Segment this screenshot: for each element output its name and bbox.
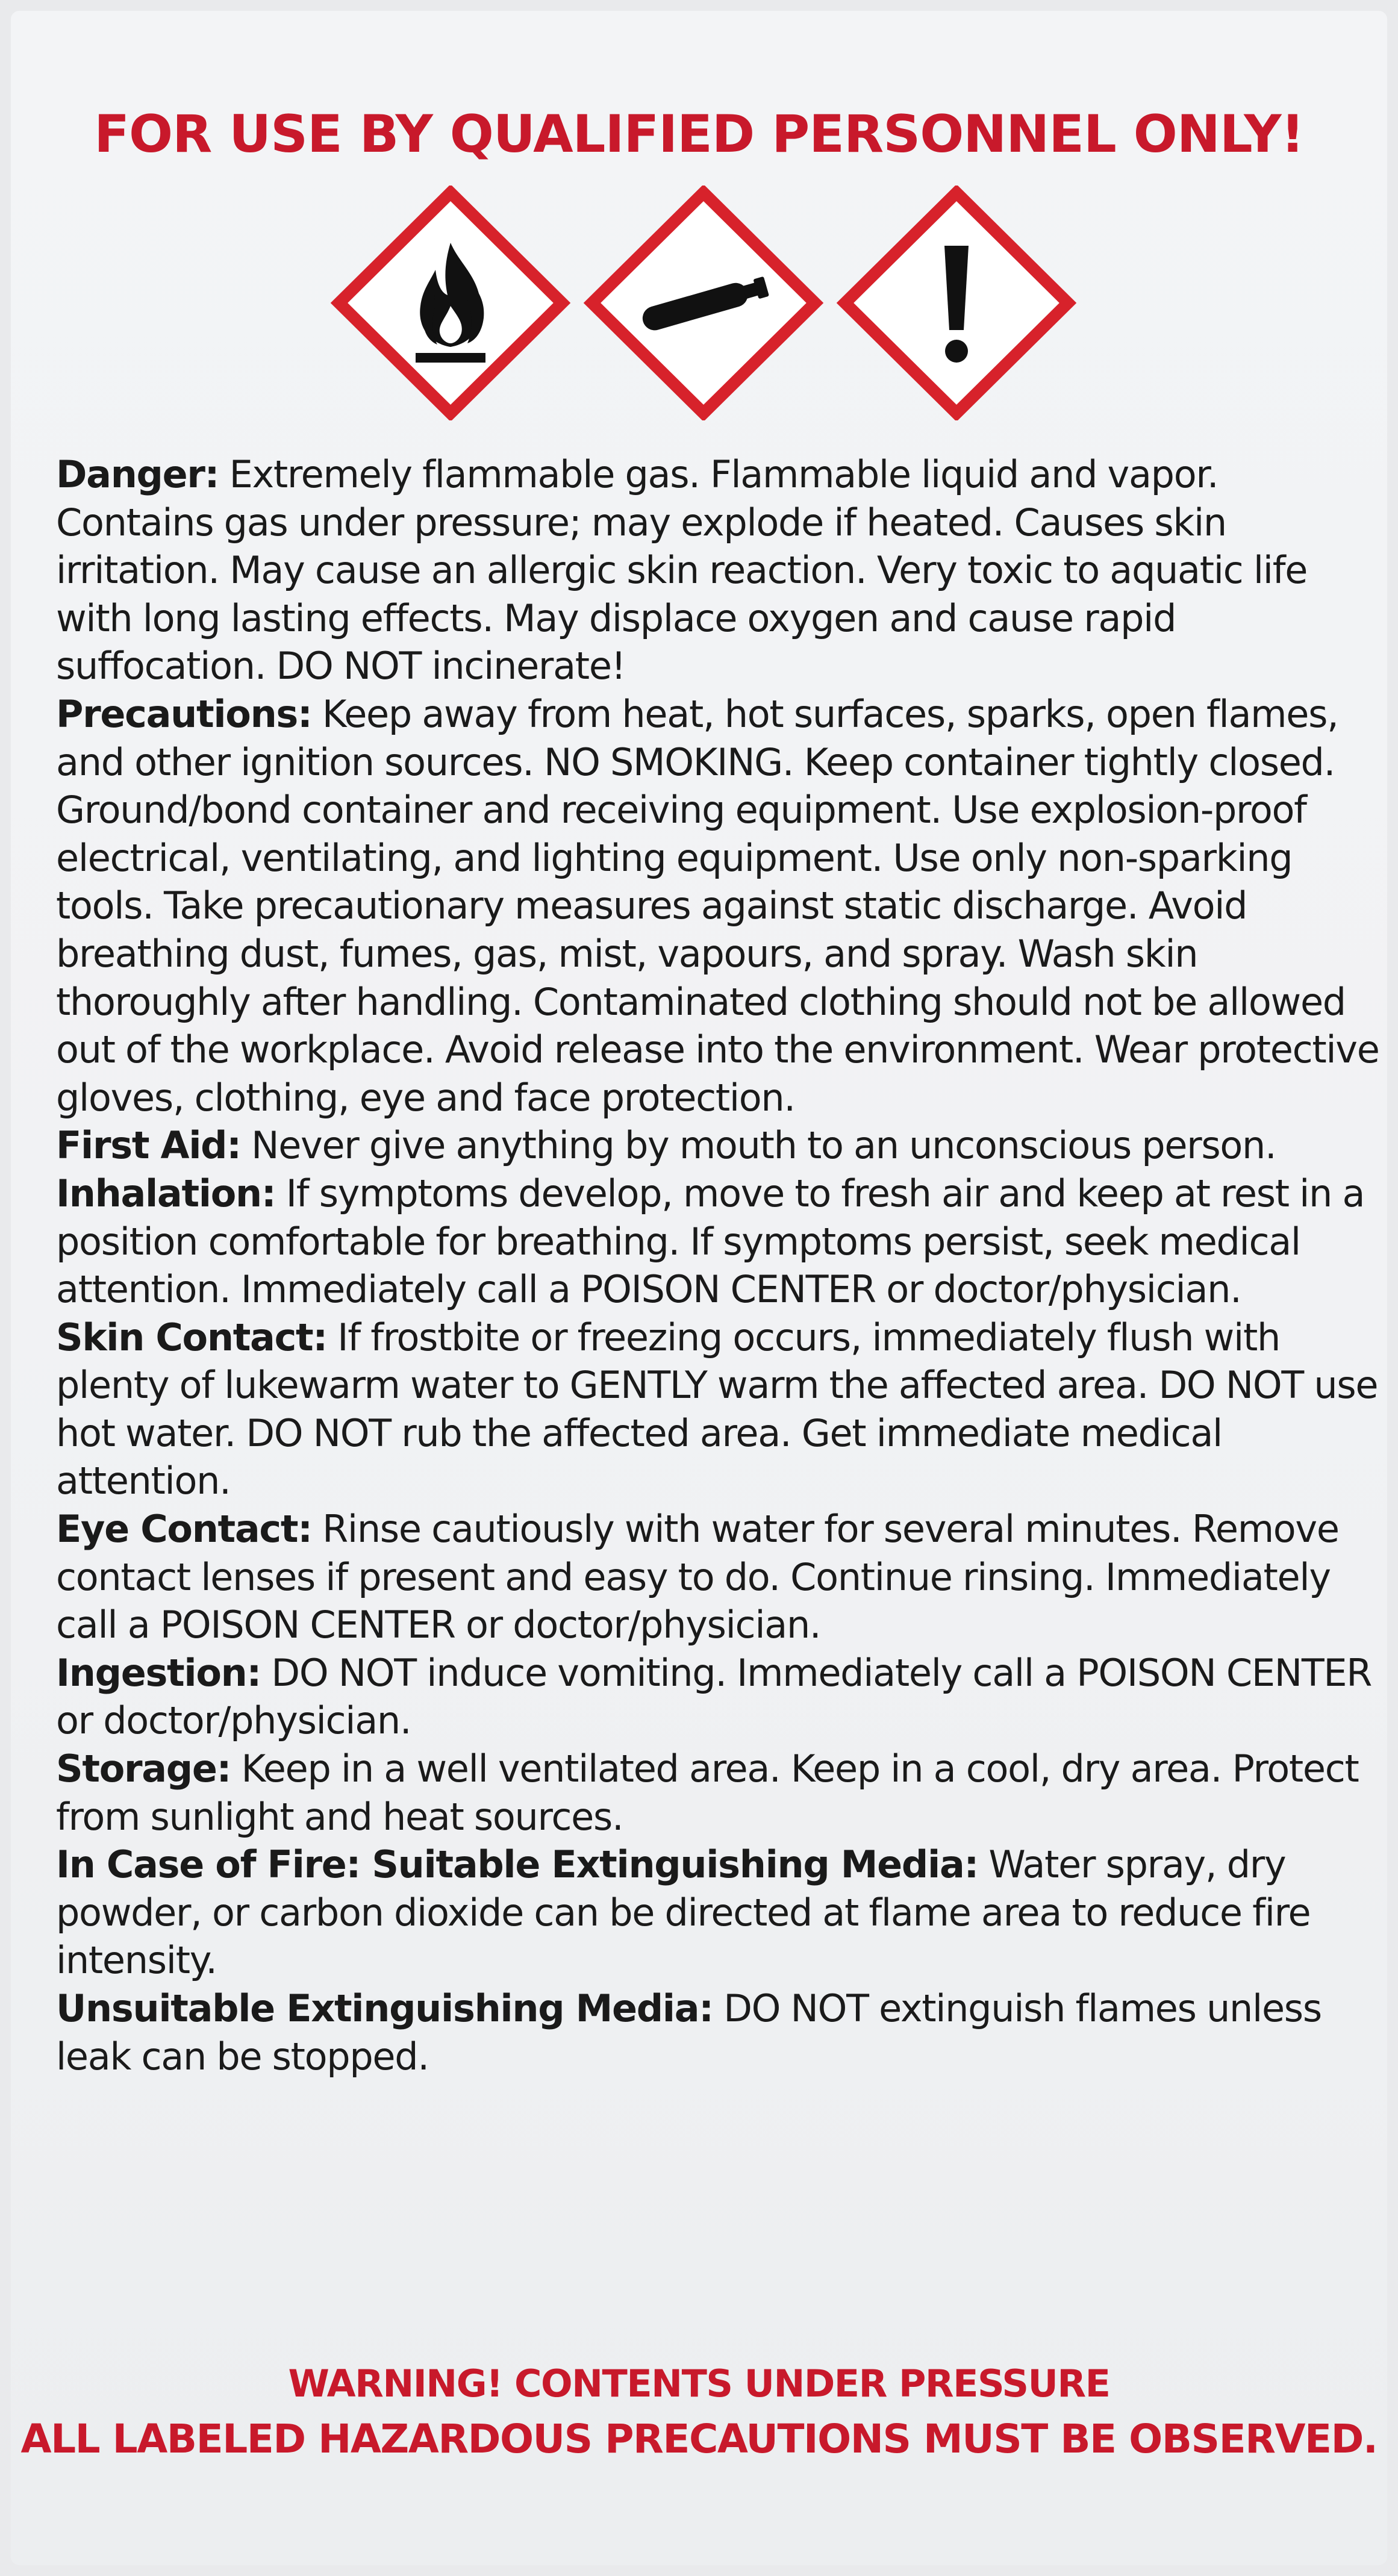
unsuitable-media-section xyxy=(56,1985,1381,2080)
ingestion-section xyxy=(56,1649,1381,1745)
section-text: If symptoms develop, move to fresh air and keep at rest in a position comfortable for breathing. If symptoms persist, seek medical attention. Immediately call a POISON CENTER or doctor/physician. xyxy=(56,1171,1365,1312)
section-text: DO NOT induce vomiting. Immediately call a POISON CENTER or doctor/physician. xyxy=(56,1650,1372,1743)
ghs-pictograms xyxy=(330,186,1089,420)
qualified-personnel-warning: FOR USE BY QUALIFIED PERSONNEL ONLY! xyxy=(94,104,1304,164)
section-heading: Ingestion: xyxy=(56,1650,261,1695)
gas-cylinder-icon xyxy=(583,186,824,420)
section-heading: Storage: xyxy=(56,1747,231,1791)
precautions-section xyxy=(56,690,1381,1121)
section-text: Keep away from heat, hot surfaces, sparks, open flames, and other ignition sources. NO SMOKING. Keep container tightly closed. Ground/bond container and receiving equipment. Use explosion-proof electrical, ventilating, and lighting equipment. Use only non-sparking tools. Take precautionary measures against static discharge. Avoid breathing dust, fumes, gas, mist, vapours, and spray. Wash skin thoroughly after handling. Contaminated clothing should not be allowed out of the workplace. Avoid release into the environment. Wear protective gloves, clothing, eye and face protection. xyxy=(56,691,1379,1120)
section-text: Keep in a well ventilated area. Keep in a cool, dry area. Protect from sunlight and heat sources. xyxy=(56,1747,1359,1839)
section-text: If frostbite or freezing occurs, immediately flush with plenty of lukewarm water to GENTLY warm the affected area. DO NOT use hot water. DO NOT rub the affected area. Get immediate medical attention. xyxy=(56,1315,1378,1503)
section-heading: Eye Contact: xyxy=(56,1507,312,1552)
skin-contact-section xyxy=(56,1314,1381,1505)
section-text: Never give anything by mouth to an unconscious person. xyxy=(240,1123,1276,1168)
hazard-statements xyxy=(56,451,1381,2080)
section-heading: First Aid: xyxy=(56,1123,241,1168)
first-aid-section xyxy=(56,1121,1381,1170)
fire-section xyxy=(56,1841,1381,1985)
inhalation-section xyxy=(56,1170,1381,1314)
section-heading: Precautions: xyxy=(56,691,312,736)
section-heading: Inhalation: xyxy=(56,1171,276,1215)
section-text: Water spray, dry powder, or carbon dioxide can be directed at flame area to reduce fire intensity. xyxy=(56,1842,1311,1983)
precautions-warning: ALL LABELED HAZARDOUS PRECAUTIONS MUST BE OBSERVED. xyxy=(20,2416,1378,2462)
danger-section xyxy=(56,451,1381,690)
section-heading: Skin Contact: xyxy=(56,1315,327,1359)
section-heading: Unsuitable Extinguishing Media: xyxy=(56,1986,713,2030)
pressure-warning: WARNING! CONTENTS UNDER PRESSURE xyxy=(288,2362,1110,2406)
section-text: Extremely flammable gas. Flammable liquid and vapor. Contains gas under pressure; may explode if heated. Causes skin irritation. May cause an allergic skin reaction. Very toxic to aquatic life with long lasting effects. May displace oxygen and cause rapid suffocation. DO NOT incinerate! xyxy=(56,452,1308,688)
exclamation-mark-icon xyxy=(836,186,1077,420)
section-heading: Danger: xyxy=(56,452,219,496)
safety-label xyxy=(11,11,1387,2565)
section-heading: In Case of Fire: Suitable Extinguishing Media: xyxy=(56,1842,978,1887)
flame-icon xyxy=(330,186,571,420)
section-text: Rinse cautiously with water for several minutes. Remove contact lenses if present and easy to do. Continue rinsing. Immediately call a POISON CENTER or doctor/physician. xyxy=(56,1507,1339,1647)
eye-contact-section xyxy=(56,1505,1381,1649)
section-text: DO NOT extinguish flames unless leak can be stopped. xyxy=(56,1986,1322,2079)
storage-section xyxy=(56,1745,1381,1841)
